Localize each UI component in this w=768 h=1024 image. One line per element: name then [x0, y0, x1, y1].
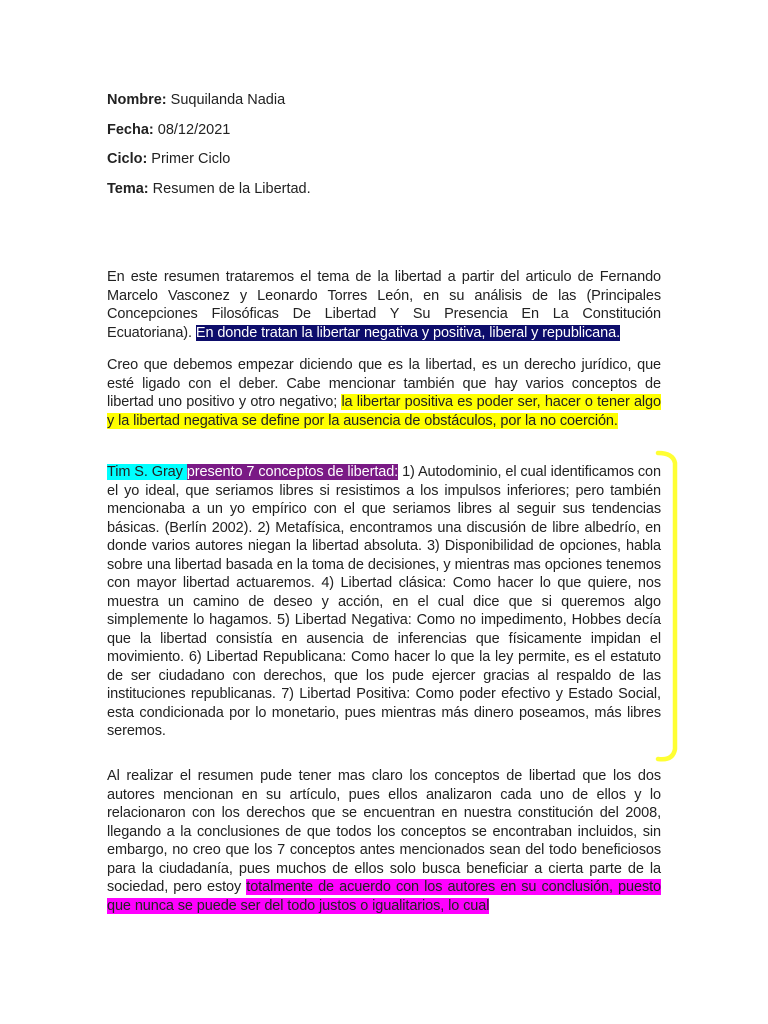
- tema-label: Tema:: [107, 181, 149, 197]
- yellow-bracket-mark: [655, 449, 681, 765]
- concepts-highlight: presento 7 conceptos de libertad:: [186, 464, 399, 480]
- ciclo-line: [107, 151, 230, 167]
- intro-highlight: En donde tratan la libertar negativa y positiva, liberal y republicana.: [195, 324, 621, 341]
- author-highlight: Tim S. Gray: [107, 464, 187, 480]
- paragraph-conclusion: [107, 767, 661, 915]
- tema-line: [107, 181, 311, 197]
- definition-highlight: la libertar positiva es poder ser, hacer o tener algo y la libertad negativa se define por la ausencia de obstáculos, por la no coerción.: [107, 394, 661, 429]
- nombre-value: Suquilanda Nadia: [166, 92, 286, 108]
- fecha-value: 08/12/2021: [153, 122, 231, 138]
- fecha-label: Fecha:: [107, 122, 154, 138]
- paragraph-concepts: [107, 463, 661, 741]
- paragraph-intro: [107, 268, 661, 342]
- nombre-label: Nombre:: [107, 92, 167, 108]
- ciclo-value: Primer Ciclo: [147, 151, 231, 167]
- nombre-line: [107, 92, 285, 108]
- tema-value: Resumen de la Libertad.: [148, 181, 311, 197]
- ciclo-label: Ciclo:: [107, 151, 148, 167]
- conclusion-text: Al realizar el resumen pude tener mas claro los conceptos de libertad que los dos autores mencionan en su artículo, pues ellos analizaron cada uno de ellos y lo relacionaron con los derechos que se encuentran en nuestra constitución del 2008, llegando a la conclusiones de que todos los conceptos se encontraban incluidos, sin embargo, no creo que los 7 conceptos antes mencionados sean del todo beneficiosos para la ciudadanía, pues muchos de ellos solo busca beneficiar a cierta parte de la sociedad, pero estoy: [107, 768, 661, 895]
- paragraph-definition: [107, 356, 661, 430]
- fecha-line: [107, 122, 230, 138]
- intro-text: En este resumen trataremos el tema de la libertad a partir del articulo de Fernando Marcelo Vasconez y Leonardo Torres León, en su análisis de las (Principales Concepciones Filosóficas De Libertad Y Su Presencia En La Constitución Ecuatoriana).: [107, 269, 661, 341]
- definition-text: Creo que debemos empezar diciendo que es la libertad, es un derecho jurídico, que esté ligado con el deber. Cabe mencionar también que hay varios conceptos de libertad uno positivo y otro negativo;: [107, 357, 661, 410]
- concepts-text: 1) Autodominio, el cual identificamos con el yo ideal, que seriamos libres si resistimos a los impulsos inferiores; pero también mencionaba a un yo empírico con el que seriamos libres al seguir sus tendencias básicas. (Berlín 2002). 2) Metafísica, encontramos una discusión de libre albedrío, en donde varios autores niegan la libertad absoluta. 3) Disponibilidad de opciones, habla sobre una libertad basada en la toma de decisiones, y mientras mas opciones tenemos con mayor libertad actuaremos. 4) Libertad clásica: Como hacer lo que quiere, nos muestra un camino de deseo y acción, en el cual dice que si queremos algo simplemente lo hagamos. 5) Libertad Negativa: Como no impedimento, Hobbes decía que la libertad consistía en ausencia de inferencias que físicamente impidan el movimiento. 6) Libertad Republicana: Como hacer lo que la ley permite, es el estatuto de ser ciudadano con derechos, que los pude ejercer gracias al respaldo de las instituciones republicanas. 7) Libertad Positiva: Como poder efectivo y Estado Social, esta condicionada por lo monetario, pues mientras más dinero poseamos, más libres seremos.: [107, 464, 661, 739]
- conclusion-highlight: totalmente de acuerdo con los autores en su conclusión, puesto que nunca se puede ser del todo justos o igualitarios, lo cual: [107, 879, 661, 914]
